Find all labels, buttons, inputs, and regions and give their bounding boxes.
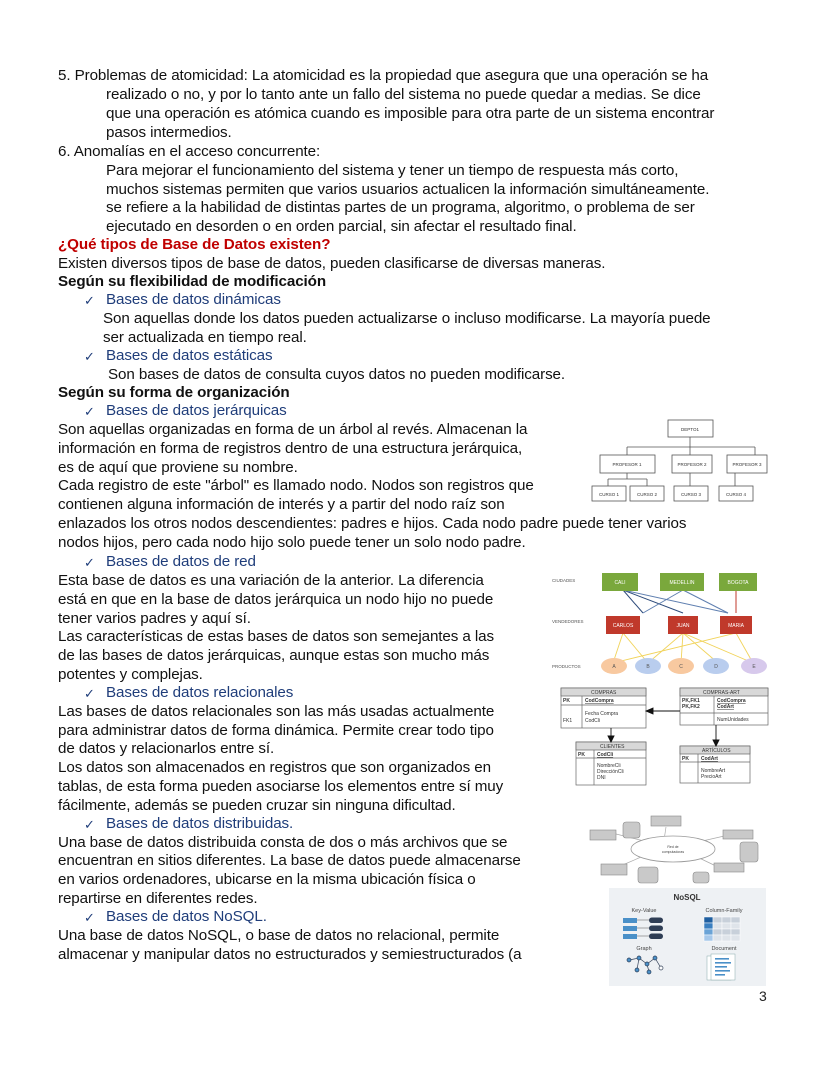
- jerarquicas-line: información en forma de registros dentro de una estructura jerárquica,: [58, 440, 523, 457]
- svg-text:PRODUCTOS: PRODUCTOS: [552, 664, 581, 669]
- svg-text:Red de: Red de: [667, 845, 679, 849]
- svg-text:MEDELLIN: MEDELLIN: [669, 580, 695, 586]
- distribuidas-line: en varios ordenadores, ubicarse en la misma ubicación física o: [58, 871, 476, 888]
- nosql-line: Una base de datos NoSQL, o base de datos no relacional, permite: [58, 927, 500, 944]
- svg-text:BOGOTA: BOGOTA: [727, 580, 749, 586]
- svg-text:PK: PK: [578, 752, 585, 758]
- org-heading: Según su forma de organización: [58, 384, 290, 401]
- svg-text:A: A: [612, 664, 616, 670]
- svg-text:CodCompra: CodCompra: [585, 698, 614, 704]
- svg-text:Column-Family: Column-Family: [705, 908, 743, 914]
- list-item-6-line: se refiere a la habilidad de distintas partes de un programa, algoritmo, o problema de ser: [106, 199, 695, 216]
- subheading-dinamicas: Bases de datos dinámicas: [106, 291, 281, 308]
- subheading-estaticas: Bases de datos estáticas: [106, 347, 273, 364]
- svg-text:CodArt: CodArt: [717, 704, 734, 710]
- svg-text:CodArt: CodArt: [701, 756, 718, 762]
- red-line: potentes y complejas.: [58, 666, 203, 683]
- check-icon: ✓: [84, 404, 95, 419]
- svg-text:ARTÍCULOS: ARTÍCULOS: [702, 748, 731, 754]
- svg-text:NoSQL: NoSQL: [673, 893, 701, 902]
- list-item-5-line: que una operación es atómica cuando es imposible para otra parte de un sistema encontrar: [106, 105, 715, 122]
- svg-text:DEPTO1: DEPTO1: [681, 427, 699, 432]
- list-item-6-line: muchos sistemas permiten que varios usuarios actualicen la información simultáneamente.: [106, 181, 710, 198]
- svg-text:Document: Document: [711, 946, 737, 952]
- svg-text:CALI: CALI: [614, 580, 626, 586]
- jerarquicas-line: nodos hijos, pero cada nodo hijo solo puede tener un solo nodo padre.: [58, 534, 526, 551]
- red-line: está en que en la base de datos jerárquica un nodo hijo no puede: [58, 591, 494, 608]
- check-icon: ✓: [84, 910, 95, 925]
- svg-text:JUAN: JUAN: [676, 623, 690, 629]
- jerarquicas-line: Son aquellas organizadas en forma de un árbol al revés. Almacenan la: [58, 421, 528, 438]
- svg-text:C: C: [679, 664, 683, 670]
- svg-text:PROFESOR 3: PROFESOR 3: [732, 462, 762, 467]
- svg-text:VENDEDORES: VENDEDORES: [552, 619, 584, 624]
- check-icon: ✓: [84, 686, 95, 701]
- subheading-nosql: Bases de datos NoSQL.: [106, 908, 267, 925]
- list-item-5-line: pasos intermedios.: [106, 124, 232, 141]
- subheading-red: Bases de datos de red: [106, 553, 256, 570]
- relacionales-line: para administrar datos de forma dinámica. Permite crear todo tipo: [58, 722, 494, 739]
- distribuidas-line: Una base de datos distribuida consta de dos o más archivos que se: [58, 834, 508, 851]
- svg-text:CodCompra: CodCompra: [717, 698, 746, 704]
- svg-text:CURSO 1: CURSO 1: [598, 492, 620, 497]
- page-number: 3: [759, 988, 767, 1004]
- list-item-5-line: realizado o no, y por lo tanto ante un fallo del sistema no puede quedar a medias. Se dice: [106, 86, 701, 103]
- nosql-line: almacenar y manipular datos no estructurados y semiestructurados (a: [58, 946, 522, 963]
- svg-text:PrecioArt: PrecioArt: [701, 774, 722, 780]
- svg-text:NumUnidades: NumUnidades: [717, 717, 749, 723]
- hierarchy-diagram: [590, 415, 775, 505]
- red-line: tener varios padres y aquí sí.: [58, 610, 251, 627]
- jerarquicas-line: Cada registro de este "árbol" es llamado nodo. Nodos son registros que: [58, 477, 534, 494]
- estaticas-line: Son bases de datos de consulta cuyos datos no pueden modificarse.: [108, 366, 566, 383]
- svg-text:CodCli: CodCli: [585, 718, 601, 724]
- list-item-6-line: ejecutado en desorden o en orden parcial, sin afectar el resultado final.: [106, 218, 577, 235]
- distribuidas-line: encuentran en sitios diferentes. La base de datos puede almacenarse: [58, 852, 521, 869]
- jerarquicas-line: contienen alguna información de interés y a partir del nodo raíz son: [58, 496, 505, 513]
- svg-text:Graph: Graph: [636, 946, 652, 952]
- check-icon: ✓: [84, 349, 95, 364]
- nosql-diagram: [609, 888, 766, 986]
- list-item-6-line: 6. Anomalías en el acceso concurrente:: [58, 143, 321, 160]
- red-line: Las características de estas bases de datos son semejantes a las: [58, 628, 494, 645]
- red-line: Esta base de datos es una variación de la anterior. La diferencia: [58, 572, 484, 589]
- svg-text:PK: PK: [682, 756, 689, 762]
- svg-text:NombreArt: NombreArt: [701, 768, 726, 774]
- svg-text:MARIA: MARIA: [728, 623, 744, 629]
- svg-text:CURSO 3: CURSO 3: [680, 492, 702, 497]
- subheading-relacionales: Bases de datos relacionales: [106, 684, 294, 701]
- svg-text:DirecciónCli: DirecciónCli: [597, 769, 624, 775]
- jerarquicas-line: es de aquí que proviene su nombre.: [58, 459, 298, 476]
- relacionales-line: de datos y relacionarlos entre sí.: [58, 740, 275, 757]
- svg-text:DNI: DNI: [597, 775, 606, 781]
- jerarquicas-line: enlazados los otros nodos descendientes: padres e hijos. Cada nodo padre puede tener varios: [58, 515, 687, 532]
- intro-text: Existen diversos tipos de base de datos, pueden clasificarse de diversas maneras.: [58, 255, 606, 272]
- distribuidas-line: repartirse en diferentes redes.: [58, 890, 258, 907]
- svg-text:computadoras: computadoras: [661, 850, 685, 854]
- relacionales-line: Los datos son almacenados en registros que son organizados en: [58, 759, 491, 776]
- svg-text:COMPRAS: COMPRAS: [591, 690, 617, 696]
- svg-text:PK,FK1: PK,FK1: [682, 698, 700, 704]
- subheading-distribuidas: Bases de datos distribuidas.: [106, 815, 294, 832]
- relational-diagram: [558, 685, 773, 790]
- svg-text:D: D: [714, 664, 718, 670]
- svg-text:CodCli: CodCli: [597, 752, 614, 758]
- svg-text:FK1: FK1: [563, 718, 573, 724]
- list-item-5-line: 5. Problemas de atomicidad: La atomicidad es la propiedad que asegura que una operación se ha: [58, 67, 709, 84]
- dinamicas-line: ser actualizada en tiempo real.: [103, 329, 307, 346]
- subheading-jerarquicas: Bases de datos jerárquicas: [106, 402, 287, 419]
- svg-text:E: E: [752, 664, 756, 670]
- red-line: de las bases de datos jerárquicas, aunque estas son mucho más: [58, 647, 490, 664]
- svg-text:CLIENTES: CLIENTES: [600, 744, 625, 750]
- svg-text:CURSO 4: CURSO 4: [725, 492, 747, 497]
- dinamicas-line: Son aquellas donde los datos pueden actualizarse o incluso modificarse. La mayoría puede: [103, 310, 711, 327]
- svg-text:PROFESOR 1: PROFESOR 1: [612, 462, 642, 467]
- relacionales-line: fácilmente, además se pueden cruzar sin ninguna dificultad.: [58, 797, 456, 814]
- svg-text:B: B: [646, 664, 650, 670]
- distributed-diagram: [578, 812, 773, 884]
- svg-text:COMPRAS-ART: COMPRAS-ART: [703, 690, 740, 696]
- section-heading: ¿Qué tipos de Base de Datos existen?: [58, 236, 331, 253]
- relacionales-line: tablas, de esta forma pueden asociarse los elementos entre sí muy: [58, 778, 504, 795]
- svg-text:PROFESOR 2: PROFESOR 2: [677, 462, 707, 467]
- svg-text:PK,FK2: PK,FK2: [682, 704, 700, 710]
- svg-text:NombreCli: NombreCli: [597, 763, 621, 769]
- svg-text:CIUDADES: CIUDADES: [552, 578, 576, 583]
- network-diagram: [548, 568, 773, 678]
- check-icon: ✓: [84, 293, 95, 308]
- list-item-6-line: Para mejorar el funcionamiento del sistema y tener un tiempo de respuesta más corto,: [106, 162, 679, 179]
- check-icon: ✓: [84, 817, 95, 832]
- svg-text:Key-Value: Key-Value: [631, 908, 657, 914]
- svg-text:Fecha Compra: Fecha Compra: [585, 711, 619, 717]
- check-icon: ✓: [84, 555, 95, 570]
- svg-text:CURSO 2: CURSO 2: [636, 492, 658, 497]
- svg-text:PK: PK: [563, 698, 570, 704]
- flex-heading: Según su flexibilidad de modificación: [58, 273, 327, 290]
- relacionales-line: Las bases de datos relacionales son las más usadas actualmente: [58, 703, 495, 720]
- svg-text:CARLOS: CARLOS: [612, 623, 634, 629]
